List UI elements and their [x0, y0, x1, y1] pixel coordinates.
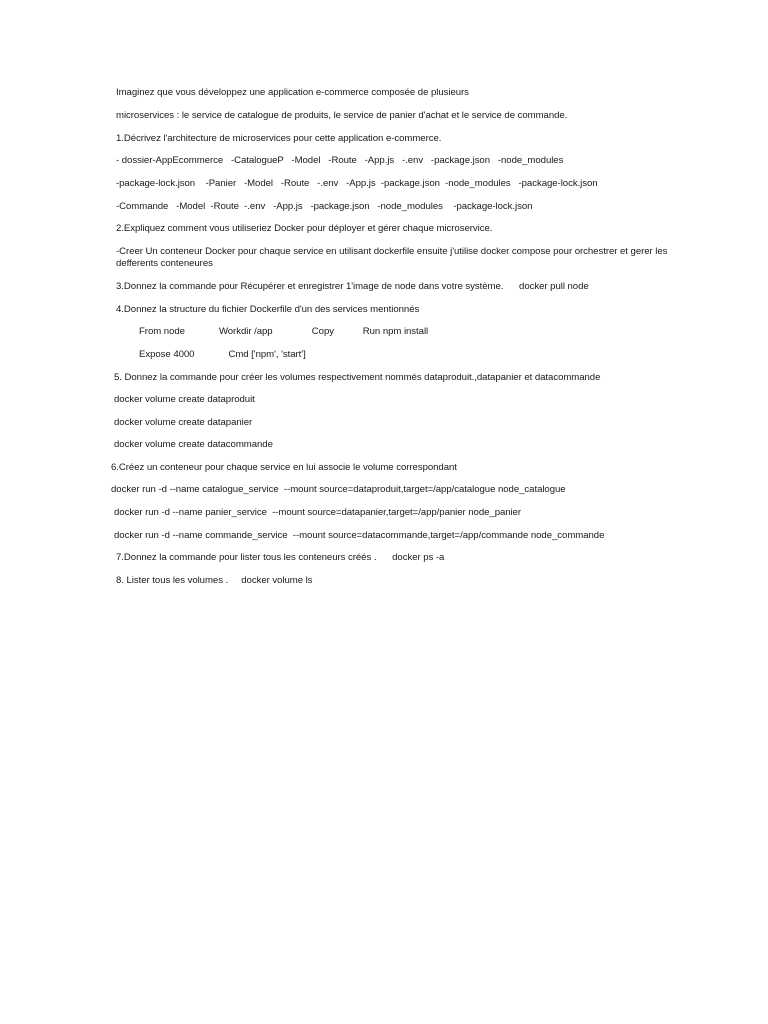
question-2: 2.Expliquez comment vous utiliseriez Docker pour déployer et gérer chaque microservice.	[116, 223, 493, 234]
run-command-2: docker run -d --name panier_service --mount source=datapanier,target=/app/panier node_panier	[114, 507, 522, 518]
question-3: 3.Donnez la commande pour Récupérer et enregistrer 1'image de node dans votre système. docker pull node	[116, 281, 589, 292]
dockerfile-line-1: From node Workdir /app Copy Run npm install	[139, 326, 429, 337]
answer-2: -Creer Un conteneur Docker pour chaque service en utilisant dockerfile ensuite j'utilise docker compose pour orchestrer et gerer les defferents conteneures	[116, 246, 668, 269]
answer-1-line-3: -Commande -Model -Route -.env -App.js -package.json -node_modules -package-lock.json	[116, 201, 533, 212]
volume-command-2: docker volume create datapanier	[114, 417, 253, 428]
volume-command-3: docker volume create datacommande	[114, 439, 273, 450]
run-command-3: docker run -d --name commande_service --mount source=datacommande,target=/app/commande node_commande	[114, 530, 605, 541]
intro-line-2: microservices : le service de catalogue de produits, le service de panier d'achat et le service de commande.	[116, 110, 568, 121]
dockerfile-line-2: Expose 4000 Cmd ['npm', 'start']	[139, 349, 306, 360]
question-1: 1.Décrivez l'architecture de microservices pour cette application e-commerce.	[116, 133, 442, 144]
volume-command-1: docker volume create dataproduit	[114, 394, 255, 405]
answer-1-line-1: - dossier-AppEcommerce -CatalogueP -Model -Route -App.js -.env -package.json -node_modules	[116, 155, 564, 166]
answer-1-line-2: -package-lock.json -Panier -Model -Route -.env -App.js -package.json -node_modules -package-lock.json	[116, 178, 598, 189]
question-6: 6.Créez un conteneur pour chaque service en lui associe le volume correspondant	[111, 462, 457, 473]
question-7: 7.Donnez la commande pour lister tous les conteneurs créés . docker ps -a	[116, 552, 445, 563]
run-command-1: docker run -d --name catalogue_service --mount source=dataproduit,target=/app/catalogue node_catalogue	[111, 484, 566, 495]
question-4: 4.Donnez la structure du fichier Dockerfile d'un des services mentionnés	[116, 304, 420, 315]
intro-line-1: Imaginez que vous développez une application e-commerce composée de plusieurs	[116, 87, 469, 98]
question-5: 5. Donnez la commande pour créer les volumes respectivement nommés dataproduit.,datapanier et datacommande	[114, 372, 601, 383]
question-8: 8. Lister tous les volumes . docker volume ls	[116, 575, 313, 586]
